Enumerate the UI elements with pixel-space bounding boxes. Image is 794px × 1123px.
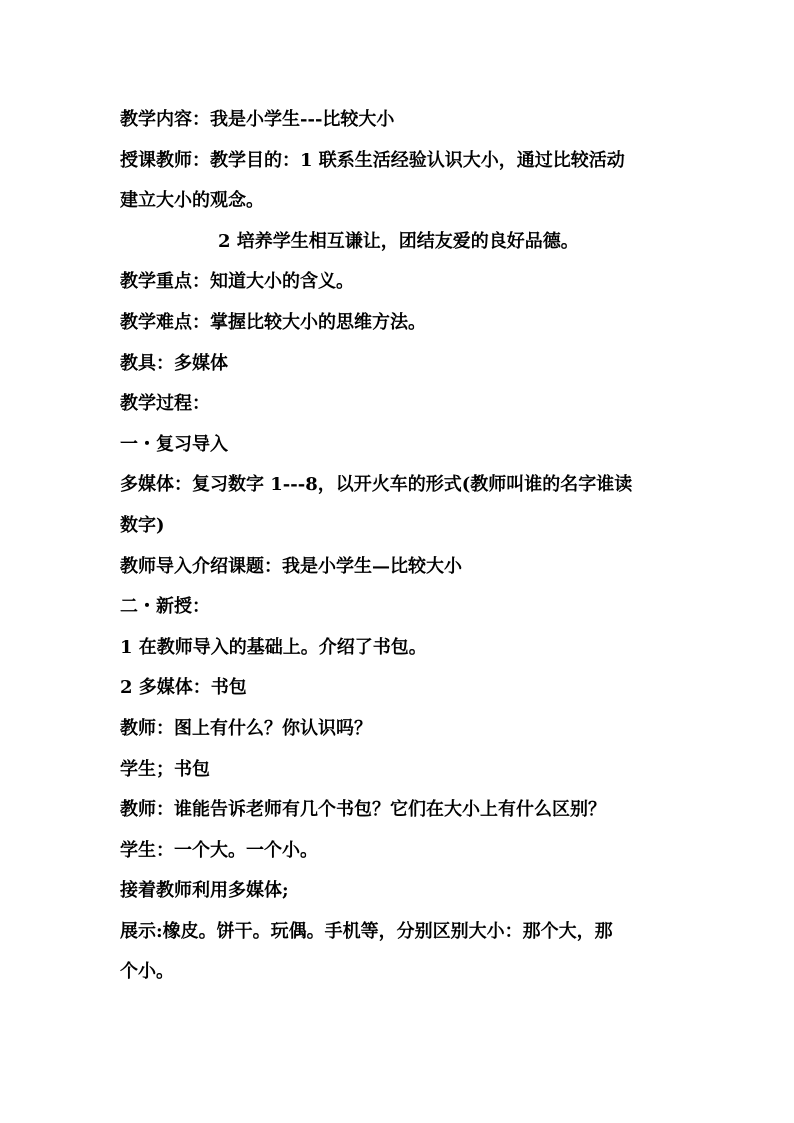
objective-two-line: 2 培养学生相互谦让，团结友爱的良好品德。 [218,230,579,252]
teacher-objective-line: 授课教师：教学目的：1 联系生活经验认识大小，通过比较活动 [120,149,625,171]
step-two-line: 2 多媒体：书包 [120,677,247,699]
teaching-process-heading: 教学过程： [120,393,210,415]
teaching-aids-line: 教具：多媒体 [120,352,228,374]
teaching-focus-line: 教学重点：知道大小的含义。 [120,271,354,293]
display-items-line: 展示:橡皮。饼干。玩偶。手机等，分别区别大小：那个大，那 [120,920,613,942]
teacher-question-line: 教师：图上有什么？你认识吗？ [120,717,372,739]
step-one-line: 1 在教师导入的基础上。介绍了书包。 [120,636,427,658]
multimedia-review-continuation: 数字) [120,514,165,536]
teaching-content-line: 教学内容：我是小学生---比较大小 [120,109,395,130]
topic-introduction-line: 教师导入介绍课题：我是小学生—比较大小 [120,555,462,577]
student-answer-line: 学生；书包 [120,758,210,780]
teacher-followup-line: 教师：谁能告诉老师有几个书包？它们在大小上有什么区别？ [120,799,606,821]
teaching-difficulty-line: 教学难点：掌握比较大小的思维方法。 [120,311,426,333]
multimedia-review-line: 多媒体：复习数字 1---8，以开火车的形式(教师叫谁的名字谁读 [120,474,633,496]
section-two-heading: 二・新授： [120,596,210,618]
document-body [120,100,680,993]
section-one-heading: 一・复习导入 [120,433,228,455]
student-response-line: 学生：一个大。一个小。 [120,839,318,861]
objective-continuation-line: 建立大小的观念。 [120,190,264,212]
display-items-continuation: 个小。 [120,961,174,983]
multimedia-next-line: 接着教师利用多媒体; [120,880,289,902]
